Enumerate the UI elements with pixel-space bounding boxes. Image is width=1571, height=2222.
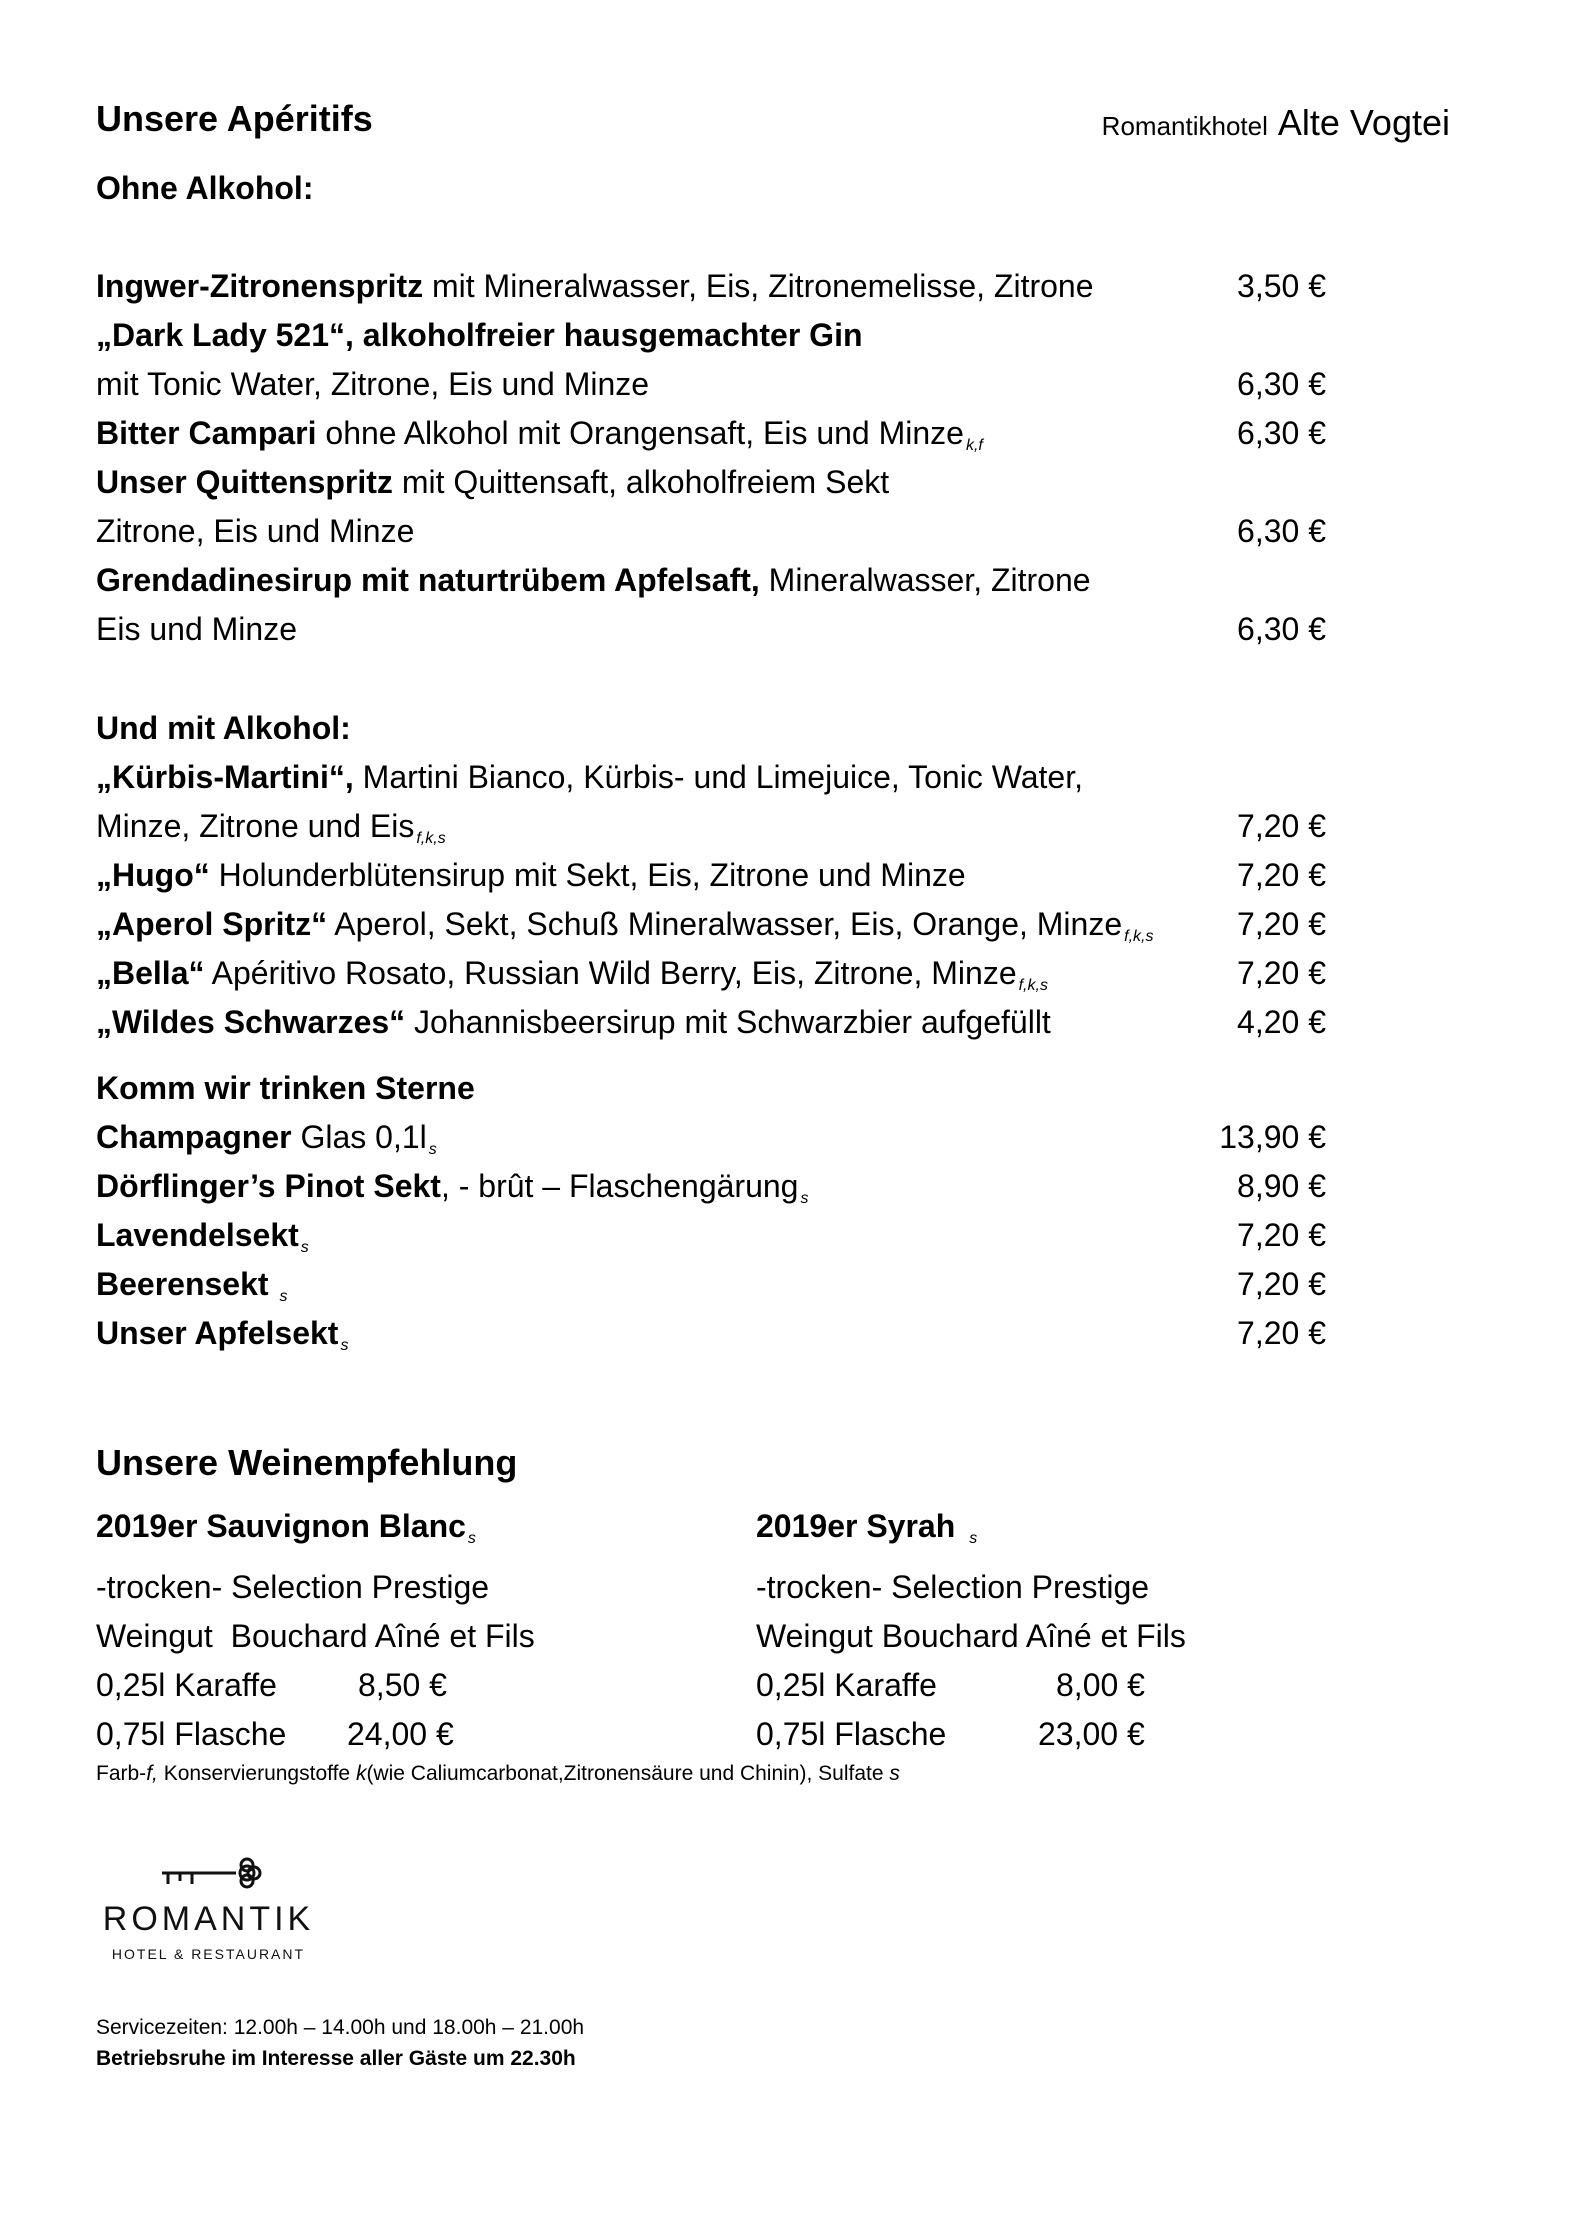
additive-code: s	[340, 1337, 349, 1354]
item-name: Beerensekt	[96, 1266, 269, 1302]
wine-title: 2019er Sauvignon Blanc	[96, 1508, 466, 1544]
item-desc	[269, 1266, 278, 1302]
romantik-logo	[96, 1856, 321, 1966]
bottle-price: 23,00 €	[1038, 1716, 1145, 1752]
item-name: „Aperol Spritz“	[96, 906, 328, 942]
menu-line	[96, 562, 1326, 608]
item-price: 6,30 €	[1237, 366, 1326, 402]
item-desc: Johannisbeersirup mit Schwarzbier aufgefüllt	[405, 1004, 1051, 1040]
bottle-price: 24,00 €	[347, 1716, 454, 1752]
wine-style: -trocken- Selection Prestige	[756, 1569, 1150, 1605]
item-name: „Bella“	[96, 955, 205, 991]
section-heading-wine: Unsere Weinempfehlung	[96, 1442, 518, 1483]
closing-time: Betriebsruhe im Interesse aller Gäste um 22.30h	[96, 2047, 576, 2070]
menu-line	[96, 759, 1326, 805]
additive-code: s	[969, 1530, 978, 1547]
item-price: 8,90 €	[1237, 1168, 1326, 1204]
additive-code: s	[300, 1239, 309, 1256]
menu-line	[96, 1119, 1326, 1165]
item-desc: Aperol, Sekt, Schuß Mineralwasser, Eis, Orange, Minze	[327, 906, 1123, 942]
item-desc: mit Tonic Water, Zitrone, Eis und Minze	[96, 366, 650, 402]
wine-style: -trocken- Selection Prestige	[96, 1569, 490, 1605]
item-name: Dörflinger’s Pinot Sekt	[96, 1168, 441, 1204]
additive-code: k	[355, 1762, 367, 1785]
menu-line	[96, 857, 1326, 903]
item-desc: Holunderblütensirup mit Sekt, Eis, Zitrone und Minze	[209, 857, 966, 893]
menu-line	[96, 513, 1326, 559]
wine-title: 2019er Syrah	[756, 1508, 956, 1544]
item-name: Bitter Campari	[96, 415, 317, 451]
item-price: 7,20 €	[1237, 1315, 1326, 1351]
key-icon	[96, 1856, 321, 1900]
item-desc: Zitrone, Eis und Minze	[96, 513, 415, 549]
menu-line	[96, 906, 1326, 952]
menu-line	[96, 1004, 1326, 1050]
item-name: Ingwer-Zitronenspritz	[96, 268, 424, 304]
menu-line	[96, 268, 1326, 314]
additive-text: Farb-	[96, 1762, 147, 1785]
section-heading-non-alcoholic: Ohne Alkohol:	[96, 170, 314, 206]
additive-code: s	[889, 1762, 900, 1785]
item-price: 7,20 €	[1237, 955, 1326, 991]
menu-line	[96, 366, 1326, 412]
menu-line	[96, 611, 1326, 657]
additive-code: s	[800, 1190, 809, 1207]
item-desc: , - brût – Flaschengärung	[440, 1168, 799, 1204]
section-heading-alcoholic: Und mit Alkohol:	[96, 710, 351, 746]
wine-producer: Weingut Bouchard Aîné et Fils	[96, 1618, 535, 1654]
item-price: 4,20 €	[1237, 1004, 1326, 1040]
additive-text: Konservierungstoffe	[157, 1762, 356, 1785]
additive-code: s	[428, 1141, 437, 1158]
item-desc: Martini Bianco, Kürbis- und Limejuice, Tonic Water,	[353, 759, 1083, 795]
item-desc: Eis und Minze	[96, 611, 297, 647]
additive-code: k,f	[965, 437, 983, 454]
hotel-title: Alte Vogtei	[1277, 102, 1450, 143]
menu-line	[96, 1168, 1326, 1214]
item-desc: Glas 0,1l	[291, 1119, 427, 1155]
item-price: 6,30 €	[1237, 415, 1326, 451]
section-heading-sparkling: Komm wir trinken Sterne	[96, 1070, 475, 1106]
page-title: Unsere Apéritifs	[96, 98, 373, 139]
carafe-label: 0,25l Karaffe	[96, 1667, 277, 1703]
wine-card-right	[756, 1502, 1186, 1759]
wine-producer: Weingut Bouchard Aîné et Fils	[756, 1618, 1186, 1654]
item-name: Champagner	[96, 1119, 292, 1155]
item-name: Lavendelsekt	[96, 1217, 299, 1253]
item-price: 7,20 €	[1237, 857, 1326, 893]
item-price: 3,50 €	[1237, 268, 1326, 304]
service-hours: Servicezeiten: 12.00h – 14.00h und 18.00h – 21.00h	[96, 2016, 585, 2039]
bottle-label: 0,75l Flasche	[96, 1716, 287, 1752]
carafe-price: 8,00 €	[1056, 1667, 1145, 1703]
item-name: Grendadinesirup mit naturtrübem Apfelsaft,	[96, 562, 760, 598]
menu-line	[96, 1217, 1326, 1263]
menu-line	[96, 415, 1326, 461]
additive-text: (wie Caliumcarbonat,Zitronensäure und Chinin), Sulfate	[366, 1762, 890, 1785]
item-price: 7,20 €	[1237, 1266, 1326, 1302]
item-desc: mit Quittensaft, alkoholfreiem Sekt	[392, 464, 890, 500]
logo-wordmark: ROMANTIK	[102, 1900, 315, 1938]
additive-code: f,	[146, 1762, 158, 1785]
menu-line	[96, 1315, 1326, 1361]
item-name: „Hugo“	[96, 857, 210, 893]
additive-code: f,k,s	[1018, 977, 1048, 994]
additive-code: f,k,s	[416, 830, 446, 847]
wine-card-left	[96, 1502, 535, 1759]
item-desc: Mineralwasser, Zitrone	[759, 562, 1091, 598]
bottle-label: 0,75l Flasche	[756, 1716, 947, 1752]
carafe-label: 0,25l Karaffe	[756, 1667, 937, 1703]
item-desc: mit Mineralwasser, Eis, Zitronemelisse, Zitrone	[423, 268, 1094, 304]
item-name: „Wildes Schwarzes“	[96, 1004, 406, 1040]
item-price: 6,30 €	[1237, 513, 1326, 549]
hotel-prefix: Romantikhotel	[1101, 111, 1268, 141]
item-name: „Kürbis-Martini“,	[96, 759, 354, 795]
item-desc: ohne Alkohol mit Orangensaft, Eis und Minze	[316, 415, 964, 451]
item-name: „Dark Lady 521“, alkoholfreier hausgemachter Gin	[96, 317, 863, 353]
item-name: Unser Quittenspritz	[96, 464, 393, 500]
menu-line	[96, 317, 1326, 363]
additive-code: s	[467, 1530, 476, 1547]
additive-code: f,k,s	[1124, 928, 1154, 945]
item-price: 7,20 €	[1237, 906, 1326, 942]
menu-line	[96, 1266, 1326, 1312]
additive-code: s	[279, 1288, 288, 1305]
item-desc: Apéritivo Rosato, Russian Wild Berry, Eis, Zitrone, Minze	[204, 955, 1017, 991]
item-price: 13,90 €	[1219, 1119, 1326, 1155]
item-desc: Minze, Zitrone und Eis	[96, 808, 415, 844]
menu-line	[96, 464, 1326, 510]
item-price: 7,20 €	[1237, 1217, 1326, 1253]
item-price: 6,30 €	[1237, 611, 1326, 647]
carafe-price: 8,50 €	[358, 1667, 447, 1703]
menu-line	[96, 955, 1326, 1001]
item-name: Unser Apfelsekt	[96, 1315, 339, 1351]
item-price: 7,20 €	[1237, 808, 1326, 844]
hotel-name	[1102, 102, 1450, 144]
menu-line	[96, 808, 1326, 854]
additives-note	[96, 1762, 900, 1786]
logo-subtitle: HOTEL & RESTAURANT	[111, 1946, 306, 1962]
